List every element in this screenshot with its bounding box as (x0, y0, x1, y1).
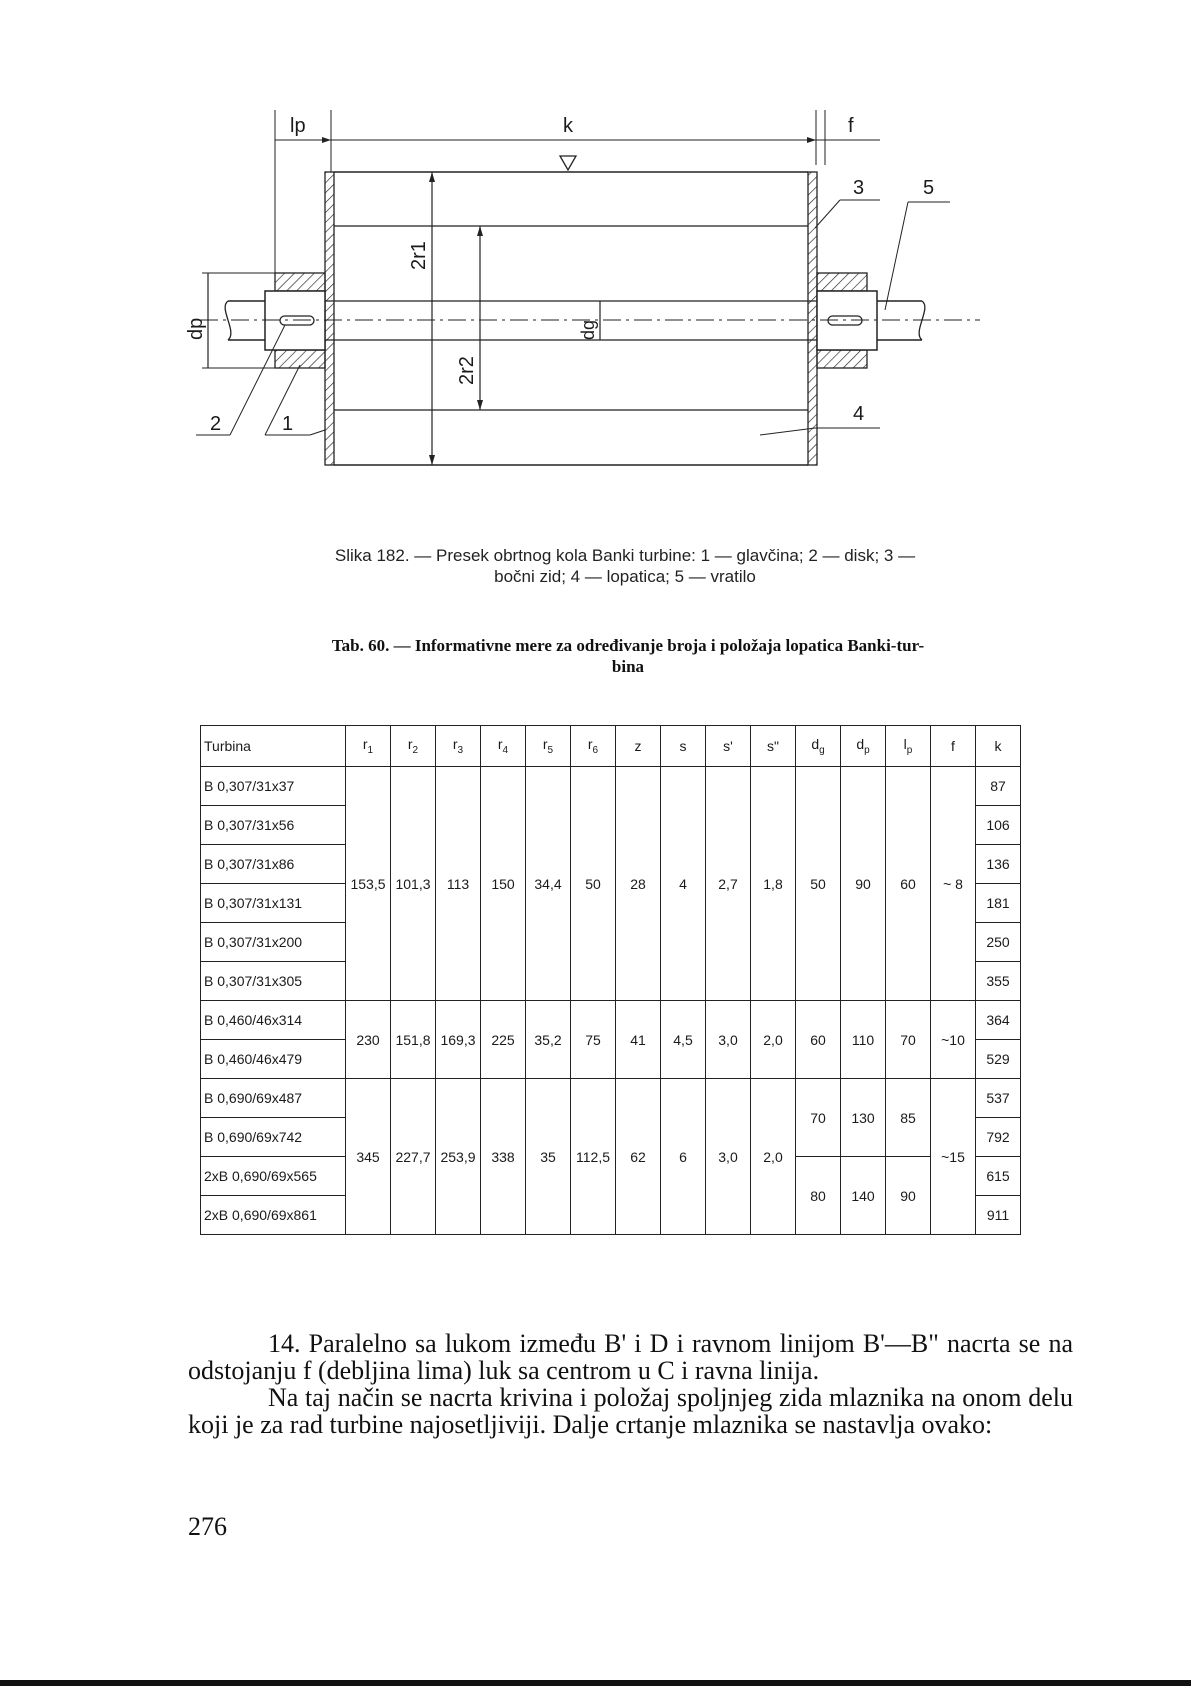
turbine-name: B 0,460/46x479 (201, 1040, 346, 1079)
cell-k: 911 (976, 1196, 1021, 1235)
cell-r5: 35 (526, 1079, 571, 1235)
cell-k: 106 (976, 806, 1021, 845)
cell-lp: 60 (886, 767, 931, 1001)
body-text (188, 1330, 1073, 1438)
cell-s: 4,5 (661, 1001, 706, 1079)
col-header-r4: $r_4$ (481, 726, 526, 767)
page-number: 276 (188, 1512, 227, 1541)
cell-z: 28 (616, 767, 661, 1001)
cell-k: 792 (976, 1118, 1021, 1157)
cell-r1: 153,5 (346, 767, 391, 1001)
table-row (201, 767, 1021, 806)
cell-k: 364 (976, 1001, 1021, 1040)
cell-f: ~ 8 (931, 767, 976, 1001)
figure-caption-line-2: bočni zid; 4 — lopatica; 5 — vratilo (494, 567, 756, 586)
col-header-r2: $r_2$ (391, 726, 436, 767)
paragraph-14: 14. Paralelno sa lukom između B' i D i ravnom linijom B'—B" nacrta se na odstojanju f (debljina lima) luk sa centrom u C i ravna linija. (188, 1329, 1073, 1385)
col-header-r5: $r_5$ (526, 726, 571, 767)
cell-r4: 150 (481, 767, 526, 1001)
col-header-s1: s' (706, 726, 751, 767)
cell-r2: 227,7 (391, 1079, 436, 1235)
col-header-turbina: Turbina (201, 726, 346, 767)
cell-r5: 35,2 (526, 1001, 571, 1079)
turbine-name: 2xB 0,690/69x861 (201, 1196, 346, 1235)
cell-lp: 85 (886, 1079, 931, 1157)
col-header-lp: $l_p$ (886, 726, 931, 767)
page-bottom-edge (0, 1680, 1191, 1686)
left-hub-top (275, 273, 325, 291)
cell-r3: 113 (436, 767, 481, 1001)
cell-r6: 112,5 (571, 1079, 616, 1235)
turbine-name: B 0,307/31x37 (201, 767, 346, 806)
col-header-r6: $r_6$ (571, 726, 616, 767)
cell-k: 181 (976, 884, 1021, 923)
turbine-name: B 0,690/69x487 (201, 1079, 346, 1118)
col-header-r3: $r_3$ (436, 726, 481, 767)
col-header-s2: s" (751, 726, 796, 767)
cell-dp: 130 (841, 1079, 886, 1157)
label-lp: lp (290, 115, 306, 137)
cell-f: ~10 (931, 1001, 976, 1079)
cell-r2: 151,8 (391, 1001, 436, 1079)
cell-s1: 2,7 (706, 767, 751, 1001)
cell-dp: 90 (841, 767, 886, 1001)
blade-dimensions-table (200, 725, 1021, 1235)
table-row (201, 1079, 1021, 1118)
cell-z: 62 (616, 1079, 661, 1235)
cell-lp: 90 (886, 1157, 931, 1235)
cell-k: 355 (976, 962, 1021, 1001)
cell-z: 41 (616, 1001, 661, 1079)
cell-k: 537 (976, 1079, 1021, 1118)
turbine-name: B 0,307/31x131 (201, 884, 346, 923)
col-header-dg: $d_g$ (796, 726, 841, 767)
cell-f: ~15 (931, 1079, 976, 1235)
figure-caption (185, 545, 1065, 587)
label-2r1: 2r1 (408, 241, 430, 270)
label-dp: dp (185, 317, 207, 340)
cell-dg: 50 (796, 767, 841, 1001)
col-header-f: f (931, 726, 976, 767)
label-k: k (563, 115, 573, 137)
cell-s: 6 (661, 1079, 706, 1235)
cell-s2: 1,8 (751, 767, 796, 1001)
right-side-wall (808, 172, 817, 465)
table-caption (188, 635, 1068, 677)
cell-r6: 50 (571, 767, 616, 1001)
cell-r4: 225 (481, 1001, 526, 1079)
label-dg: dg (578, 319, 598, 340)
left-side-wall (325, 172, 334, 465)
turbine-name: B 0,460/46x314 (201, 1001, 346, 1040)
runner-section-drawing (180, 110, 1080, 510)
turbine-name: B 0,307/31x305 (201, 962, 346, 1001)
turbine-name: B 0,690/69x742 (201, 1118, 346, 1157)
cell-r3: 169,3 (436, 1001, 481, 1079)
label-part-1: 1 (282, 413, 294, 435)
cell-s: 4 (661, 767, 706, 1001)
col-header-r1: $r_1$ (346, 726, 391, 767)
cell-r4: 338 (481, 1079, 526, 1235)
cell-s2: 2,0 (751, 1001, 796, 1079)
cell-r2: 101,3 (391, 767, 436, 1001)
col-header-k: k (976, 726, 1021, 767)
cell-dp: 110 (841, 1001, 886, 1079)
col-header-dp: $d_p$ (841, 726, 886, 767)
label-part-5: 5 (923, 177, 935, 199)
label-part-4: 4 (853, 403, 865, 425)
cell-dg: 80 (796, 1157, 841, 1235)
cell-r6: 75 (571, 1001, 616, 1079)
cell-k: 615 (976, 1157, 1021, 1196)
turbine-name: B 0,307/31x200 (201, 923, 346, 962)
cell-s1: 3,0 (706, 1001, 751, 1079)
cell-k: 529 (976, 1040, 1021, 1079)
cell-dg: 60 (796, 1001, 841, 1079)
cell-lp: 70 (886, 1001, 931, 1079)
table-header-row (201, 726, 1021, 767)
turbine-name: B 0,307/31x56 (201, 806, 346, 845)
label-f: f (848, 115, 854, 137)
cell-s2: 2,0 (751, 1079, 796, 1235)
col-header-s: s (661, 726, 706, 767)
figure-caption-line-1: Slika 182. — Presek obrtnog kola Banki turbine: 1 — glavčina; 2 — disk; 3 — (334, 546, 916, 565)
col-header-z: z (616, 726, 661, 767)
table-caption-line-1: Tab. 60. — Informativne mere za određivanje broja i položaja lopatica Banki-tur- (331, 636, 925, 655)
cell-k: 136 (976, 845, 1021, 884)
right-hub-top (817, 273, 867, 291)
cell-r1: 230 (346, 1001, 391, 1079)
cell-r5: 34,4 (526, 767, 571, 1001)
right-hub-bottom (817, 350, 867, 368)
paragraph-continuation: Na taj način se nacrta krivina i položaj spoljnjeg zida mlaznika na onom delu koji je za rad turbine najosetljiviji. Dalje crtanje mlaznika se nastavlja ovako: (188, 1383, 1073, 1439)
cell-r3: 253,9 (436, 1079, 481, 1235)
label-part-2: 2 (210, 413, 222, 435)
table-row (201, 1001, 1021, 1040)
turbine-name: 2xB 0,690/69x565 (201, 1157, 346, 1196)
cell-r1: 345 (346, 1079, 391, 1235)
turbine-name: B 0,307/31x86 (201, 845, 346, 884)
cell-dg: 70 (796, 1079, 841, 1157)
cell-dp: 140 (841, 1157, 886, 1235)
cell-k: 250 (976, 923, 1021, 962)
label-2r2: 2r2 (456, 356, 478, 385)
cell-k: 87 (976, 767, 1021, 806)
table-caption-line-2: bina (611, 657, 645, 676)
label-part-3: 3 (853, 177, 865, 199)
cell-s1: 3,0 (706, 1079, 751, 1235)
